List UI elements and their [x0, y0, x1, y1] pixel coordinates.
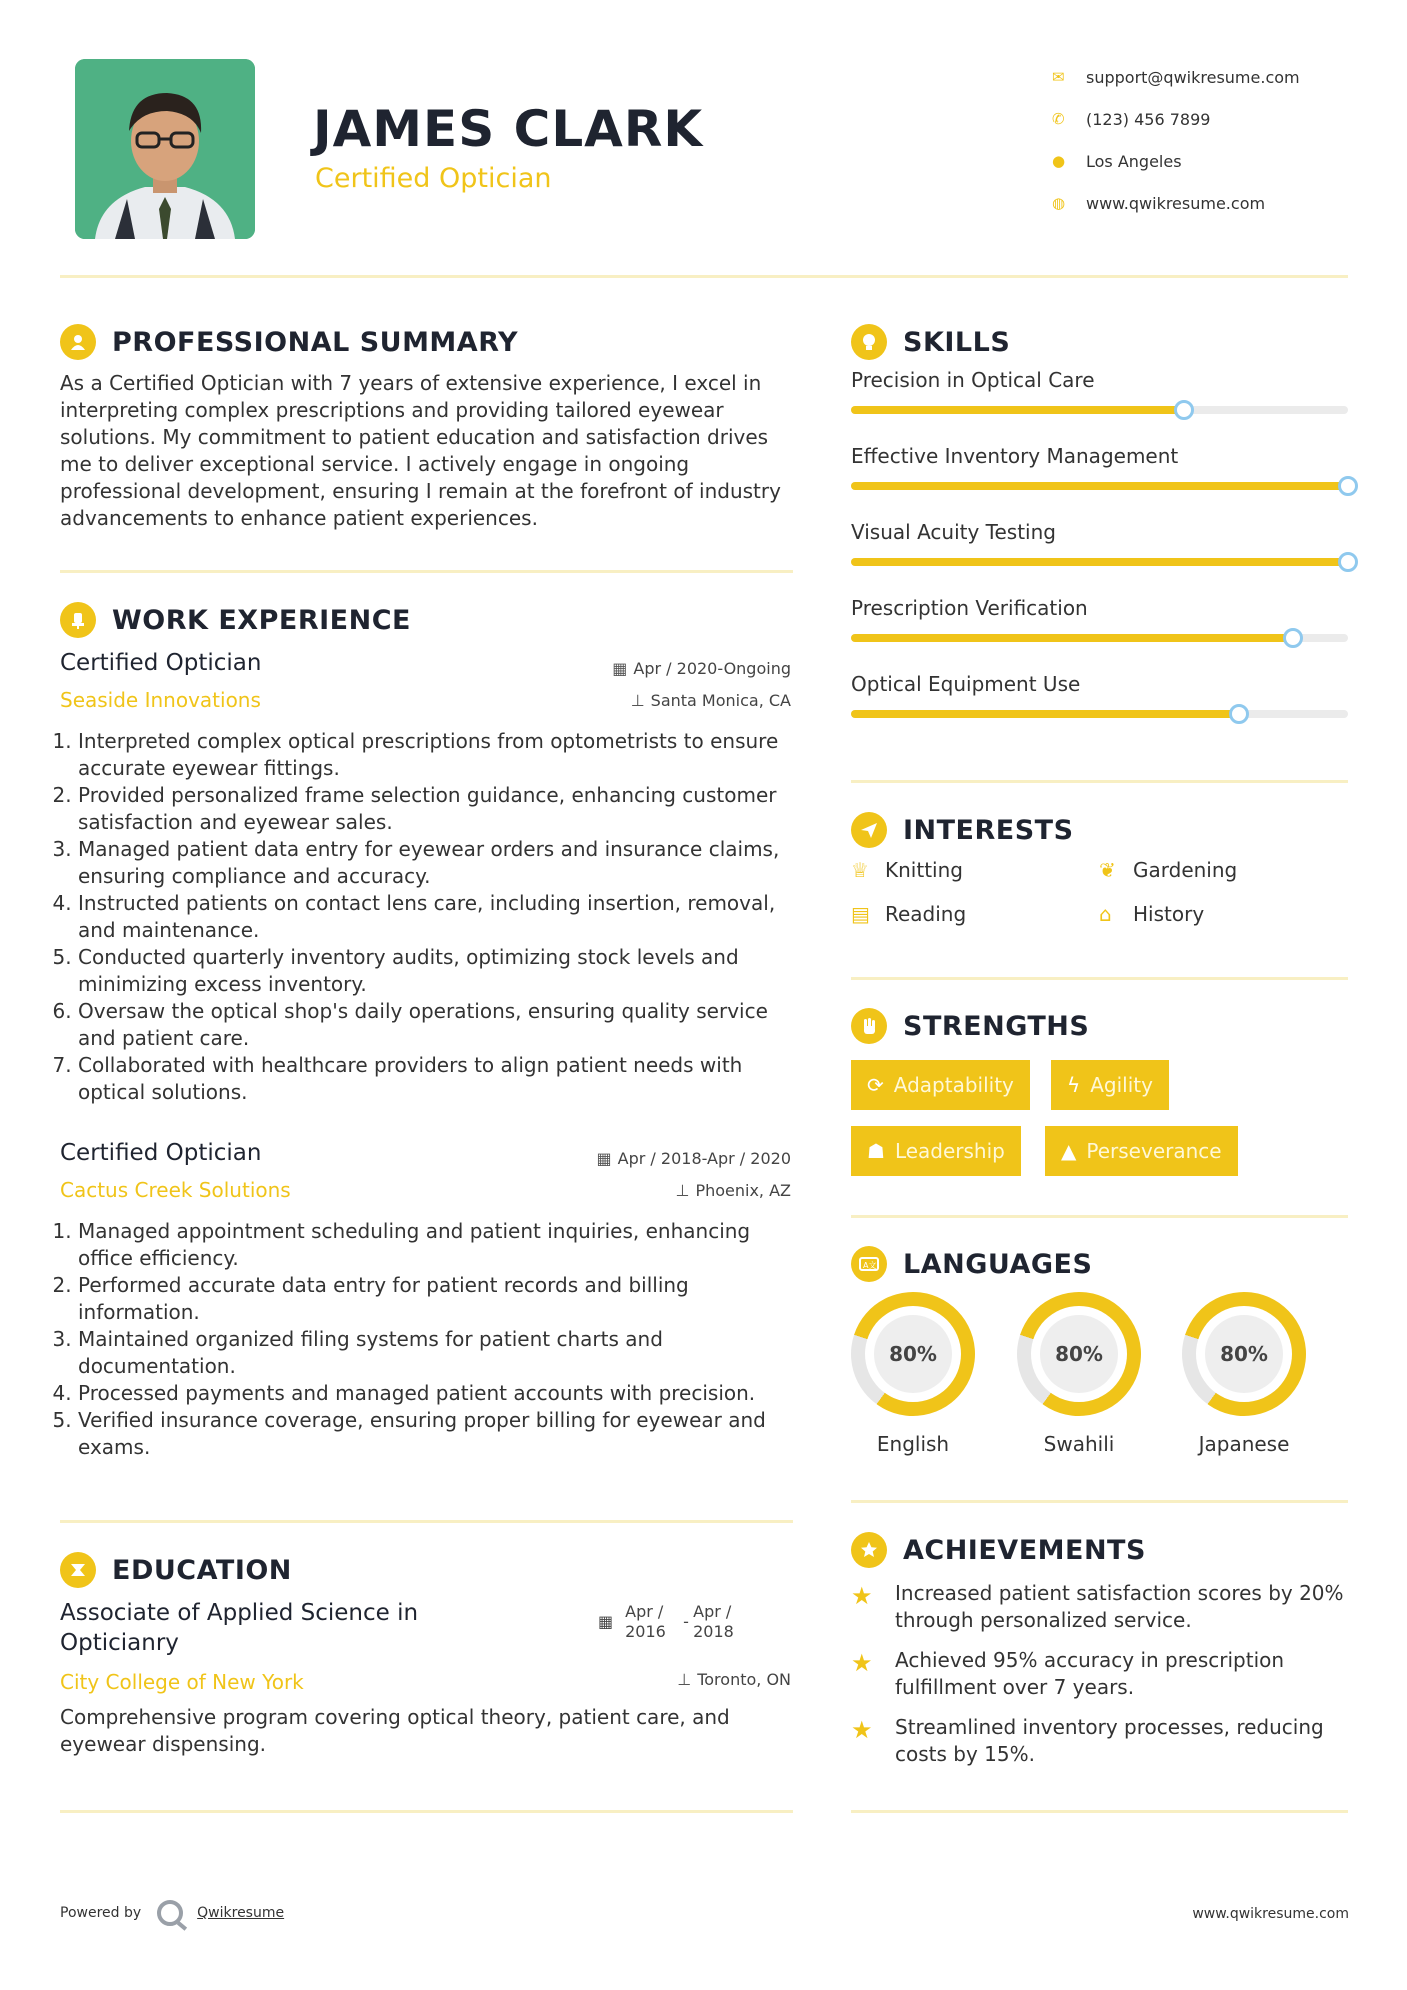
achievements-heading [851, 1532, 1146, 1568]
achievement-item [851, 1647, 1351, 1701]
achievement-text: Streamlined inventory processes, reducing costs by 15%. [895, 1715, 1324, 1766]
achievement-text: Achieved 95% accuracy in prescription fulfillment over 7 years. [895, 1648, 1285, 1699]
job-2-duties [60, 1218, 800, 1461]
map-pin-icon: ● [1052, 152, 1066, 170]
education-location-text: Toronto, ON [697, 1670, 791, 1689]
interests-title: INTERESTS [903, 814, 1074, 846]
experience-divider [60, 1520, 793, 1523]
contact-list [1048, 56, 1378, 224]
interest-item-gardening [1099, 858, 1237, 882]
skill-item [851, 444, 1348, 490]
language-progress-ring [1001, 1276, 1157, 1432]
language-percent: 80% [1205, 1315, 1283, 1393]
contact-phone-text: (123) 456 7899 [1086, 109, 1211, 129]
skill-fill [851, 482, 1348, 490]
strength-tag-adaptability [851, 1060, 1030, 1110]
skill-level-handle [1283, 628, 1303, 648]
calendar-icon: ▦ [596, 1149, 612, 1168]
candidate-title: Certified Optician [315, 163, 552, 194]
skill-name: Visual Acuity Testing [851, 520, 1056, 544]
duty-item: 4. Instructed patients on contact lens care, including insertion, removal, and maintenance. [78, 890, 800, 944]
experience-heading [60, 602, 411, 638]
language-percent: 80% [874, 1315, 952, 1393]
road-icon: ▲ [1061, 1139, 1077, 1163]
job-2-dates-text: Apr / 2018-Apr / 2020 [617, 1149, 791, 1168]
leaf-icon: ❦ [1099, 858, 1116, 882]
language-name: Japanese [1198, 1432, 1290, 1456]
qwikresume-link[interactable]: Qwikresume [197, 1905, 285, 1921]
education-dates [598, 1602, 751, 1642]
skill-fill [851, 710, 1239, 718]
duty-item: 6. Oversaw the optical shop's daily operations, ensuring quality service and patient care. [78, 998, 800, 1052]
skill-track [851, 710, 1348, 718]
contact-location-text: Los Angeles [1086, 151, 1182, 171]
languages-title: LANGUAGES [903, 1248, 1093, 1280]
user-icon [60, 324, 96, 360]
strength-label: Perseverance [1086, 1139, 1222, 1163]
contact-email[interactable] [1048, 56, 1378, 98]
skill-fill [851, 406, 1184, 414]
skill-fill [851, 558, 1348, 566]
skill-name: Effective Inventory Management [851, 444, 1179, 468]
skill-fill [851, 634, 1293, 642]
achievements-title: ACHIEVEMENTS [903, 1534, 1146, 1566]
experience-title: WORK EXPERIENCE [112, 604, 411, 636]
ring-center [865, 1306, 961, 1402]
education-location [677, 1670, 791, 1689]
duty-item: 1. Managed appointment scheduling and patient inquiries, enhancing office efficiency. [78, 1218, 800, 1272]
pin-icon: ⊥ [630, 691, 645, 710]
hand-icon [851, 1008, 887, 1044]
ring-center [1196, 1306, 1292, 1402]
education-divider [60, 1810, 793, 1813]
job-2-dates [597, 1149, 791, 1168]
summary-title: PROFESSIONAL SUMMARY [112, 326, 519, 358]
languages-heading [851, 1246, 1092, 1282]
job-2-location [676, 1181, 792, 1200]
refresh-icon: ⟳ [867, 1073, 884, 1097]
calendar-icon: ▦ [612, 659, 628, 678]
interest-label: Reading [885, 902, 967, 926]
language-item [1182, 1292, 1306, 1456]
language-item [851, 1292, 975, 1456]
summary-divider [60, 570, 793, 573]
contact-location [1048, 140, 1378, 182]
phone-icon: ✆ [1052, 110, 1065, 128]
skill-item [851, 596, 1348, 642]
strengths-divider [851, 1215, 1348, 1218]
footer-powered-by [60, 1900, 284, 1926]
skill-track [851, 634, 1348, 642]
education-end: Apr / 2018 [693, 1602, 734, 1641]
svg-text:A文: A文 [863, 1261, 877, 1270]
achievements-divider [851, 1810, 1348, 1813]
date-separator: - [683, 1612, 689, 1631]
skill-level-handle [1174, 400, 1194, 420]
language-name: Swahili [1043, 1432, 1115, 1456]
footer-website[interactable]: www.qwikresume.com [1192, 1906, 1349, 1922]
bolt-icon: ϟ [1067, 1073, 1081, 1097]
duty-item: 5. Verified insurance coverage, ensuring proper billing for eyewear and exams. [78, 1407, 800, 1461]
users-icon: ☗ [867, 1139, 885, 1163]
lightbulb-icon [851, 324, 887, 360]
powered-by-text: Powered by [60, 1905, 142, 1921]
trophy-icon: ♕ [851, 858, 869, 882]
skill-level-handle [1229, 704, 1249, 724]
strength-tag-leadership [851, 1126, 1021, 1176]
star-badge-icon [851, 1532, 887, 1568]
summary-text: As a Certified Optician with 7 years of extensive experience, I excel in interpreting complex prescriptions and providing tailored eyewear solutions. My commitment to patient education and satisfaction drives me to deliver exceptional service. I actively engage in ongoing professional development, ensuring I remain at the forefront of industry advancements to enhance patient experiences. [60, 371, 781, 530]
job-1-location-text: Santa Monica, CA [650, 691, 791, 710]
duty-item: 3. Managed patient data entry for eyewear orders and insurance claims, ensuring compliance and accuracy. [78, 836, 800, 890]
job-1-location [631, 691, 791, 710]
skill-level-handle [1338, 476, 1358, 496]
skill-track [851, 406, 1348, 414]
interests-heading [851, 812, 1074, 848]
strength-label: Adaptability [893, 1073, 1014, 1097]
job-1-dates [612, 659, 791, 678]
education-degree: Associate of Applied Science in Opticianry [60, 1600, 419, 1656]
skill-item [851, 368, 1348, 414]
skill-track [851, 558, 1348, 566]
duty-item: 2. Provided personalized frame selection guidance, enhancing customer satisfaction and eyewear sales. [78, 782, 800, 836]
skills-title: SKILLS [903, 326, 1011, 358]
strengths-title: STRENGTHS [903, 1010, 1090, 1042]
skill-item [851, 520, 1348, 566]
skill-name: Prescription Verification [851, 596, 1088, 620]
strength-tag-perseverance [1045, 1126, 1238, 1176]
duty-item: 1. Interpreted complex optical prescriptions from optometrists to ensure accurate eyewear fittings. [78, 728, 800, 782]
interest-item-history [1099, 902, 1204, 926]
envelope-icon: ✉ [1052, 68, 1065, 86]
duty-item: 2. Performed accurate data entry for patient records and billing information. [78, 1272, 800, 1326]
contact-phone[interactable] [1048, 98, 1378, 140]
duty-item: 3. Maintained organized filing systems for patient charts and documentation. [78, 1326, 800, 1380]
graduation-icon [60, 1552, 96, 1588]
language-percent: 80% [1040, 1315, 1118, 1393]
globe-icon: ◍ [1052, 194, 1066, 212]
achievement-item [851, 1714, 1351, 1768]
language-progress-ring [835, 1276, 991, 1432]
header-divider [60, 275, 1348, 278]
strength-tag-agility [1051, 1060, 1169, 1110]
duty-item: 5. Conducted quarterly inventory audits, optimizing stock levels and minimizing excess inventory. [78, 944, 800, 998]
skill-name: Precision in Optical Care [851, 368, 1095, 392]
briefcase-icon [60, 602, 96, 638]
skill-level-handle [1338, 552, 1358, 572]
education-description: Comprehensive program covering optical theory, patient care, and eyewear dispensing. [60, 1705, 730, 1756]
education-heading [60, 1552, 292, 1588]
interests-divider [851, 977, 1348, 980]
skills-heading [851, 324, 1010, 360]
contact-website[interactable] [1048, 182, 1378, 224]
interest-label: History [1133, 902, 1205, 926]
education-start: Apr / 2016 [625, 1602, 666, 1641]
language-name: English [876, 1432, 950, 1456]
languages-divider [851, 1500, 1348, 1503]
strengths-heading [851, 1008, 1089, 1044]
job-2-company: Cactus Creek Solutions [60, 1178, 291, 1202]
ring-center [1031, 1306, 1127, 1402]
skills-divider [851, 780, 1348, 783]
job-1-duties [60, 728, 800, 1106]
strength-label: Leadership [894, 1139, 1005, 1163]
star-icon: ★ [851, 1649, 873, 1677]
interest-item-reading [851, 902, 966, 926]
profile-photo [75, 59, 255, 239]
contact-email-text: support@qwikresume.com [1086, 67, 1300, 87]
skill-name: Optical Equipment Use [851, 672, 1081, 696]
star-icon: ★ [851, 1582, 873, 1610]
candidate-name: JAMES CLARK [313, 100, 704, 158]
interest-label: Gardening [1133, 858, 1238, 882]
museum-icon: ⌂ [1099, 902, 1112, 926]
duty-item: 7. Collaborated with healthcare providers to align patient needs with optical solutions. [78, 1052, 800, 1106]
achievement-item [851, 1580, 1351, 1634]
language-icon [851, 1246, 887, 1282]
education-title: EDUCATION [112, 1554, 292, 1586]
language-progress-ring [1166, 1276, 1322, 1432]
education-school: City College of New York [60, 1670, 304, 1694]
job-1-dates-text: Apr / 2020-Ongoing [633, 659, 791, 678]
strength-label: Agility [1090, 1073, 1153, 1097]
star-icon: ★ [851, 1716, 873, 1744]
pin-icon: ⊥ [677, 1670, 692, 1689]
skill-track [851, 482, 1348, 490]
interest-label: Knitting [885, 858, 963, 882]
calendar-icon: ▦ [598, 1612, 614, 1631]
pin-icon: ⊥ [675, 1181, 690, 1200]
contact-website-text: www.qwikresume.com [1086, 193, 1266, 213]
paper-plane-icon [851, 812, 887, 848]
book-icon: ▤ [851, 902, 870, 926]
duty-item: 4. Processed payments and managed patient accounts with precision. [78, 1380, 800, 1407]
achievement-text: Increased patient satisfaction scores by 20% through personalized service. [895, 1581, 1344, 1632]
job-2-location-text: Phoenix, AZ [695, 1181, 791, 1200]
qwikresume-logo-icon [157, 1900, 183, 1926]
job-2-title: Certified Optician [60, 1140, 262, 1166]
job-1-company: Seaside Innovations [60, 688, 261, 712]
summary-heading [60, 324, 518, 360]
language-item [1017, 1292, 1141, 1456]
job-1-title: Certified Optician [60, 650, 262, 676]
skill-item [851, 672, 1348, 718]
interest-item-knitting [851, 858, 963, 882]
